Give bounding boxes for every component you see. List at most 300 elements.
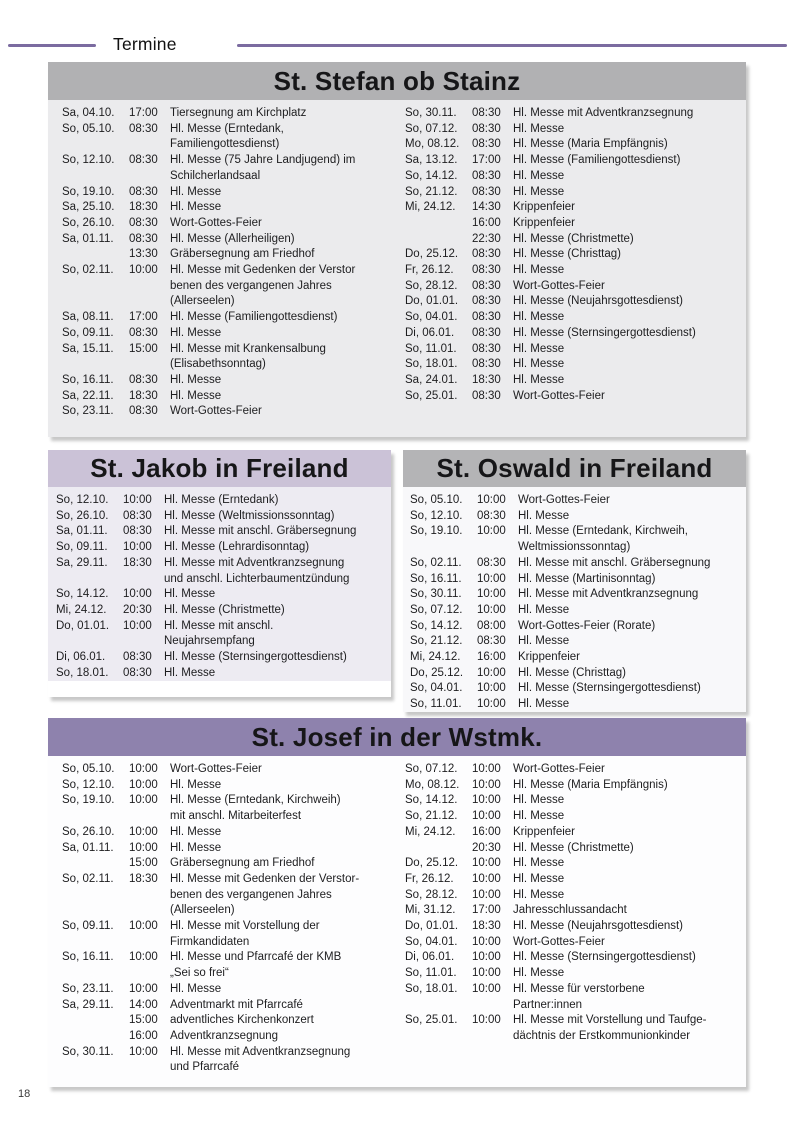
event-time: 22:30	[472, 232, 501, 245]
event-description: Hl. Messe (Sternsingergottesdienst)	[518, 682, 701, 695]
schedule-row	[405, 762, 746, 778]
event-date: So, 25.01.	[405, 389, 458, 402]
event-time: 16:00	[472, 216, 501, 229]
schedule-row	[405, 263, 746, 279]
event-time: 10:00	[472, 810, 501, 823]
event-date: So, 16.11.	[62, 373, 114, 386]
event-time: 10:00	[129, 825, 158, 838]
event-time: 08:30	[472, 138, 501, 151]
event-date: So, 12.10.	[62, 778, 115, 791]
event-description: Adventmarkt mit Pfarrcafé	[170, 998, 303, 1011]
event-time: 10:00	[477, 588, 506, 601]
event-description: Hl. Messe	[170, 778, 222, 791]
event-time: 10:00	[129, 763, 158, 775]
schedule-row	[405, 153, 746, 169]
event-description: Krippenfeier	[513, 825, 576, 838]
event-date: So, 26.10.	[62, 825, 115, 838]
event-time: 15:00	[129, 1014, 158, 1027]
event-date: So, 30.11.	[62, 1045, 114, 1058]
event-date: Sa, 24.01.	[405, 373, 458, 386]
event-date: Sa, 08.11.	[62, 311, 114, 324]
event-date: So, 16.11.	[410, 572, 462, 585]
event-date: Sa, 15.11.	[62, 342, 114, 355]
event-time: 08:00	[477, 619, 506, 632]
event-time: 16:00	[477, 651, 506, 664]
event-date: Fr, 26.12.	[405, 264, 454, 277]
event-description: Hl. Messe	[170, 326, 222, 339]
event-date: So, 04.01.	[405, 935, 458, 948]
event-time: 10:00	[129, 982, 158, 995]
schedule-row	[62, 404, 397, 420]
event-description: Hl. Messe	[170, 982, 222, 995]
event-date: So, 02.11.	[62, 872, 114, 885]
event-time: 18:30	[123, 556, 152, 569]
event-time: 17:00	[472, 904, 501, 917]
event-time: 10:00	[129, 1045, 158, 1058]
schedule-row	[56, 540, 391, 556]
schedule-row	[410, 493, 746, 509]
event-description: Hl. Messe (Martinisonntag)	[518, 572, 656, 585]
event-date: So, 19.10.	[62, 185, 115, 198]
schedule-row	[62, 389, 397, 405]
schedule-row	[56, 509, 391, 525]
event-date: Di, 06.01.	[405, 326, 455, 339]
event-date: Mo, 08.12.	[405, 138, 460, 151]
schedule-row	[62, 263, 397, 310]
schedule-row	[405, 169, 746, 185]
event-description: Wort-Gottes-Feier	[170, 405, 262, 418]
event-time: 10:00	[129, 920, 158, 933]
event-time: 10:00	[129, 264, 158, 277]
event-time: 08:30	[477, 635, 506, 648]
event-description: Hl. Messe mit Vorstellung der Firmkandidaten	[170, 920, 320, 948]
schedule-column	[48, 756, 397, 1076]
event-description: Hl. Messe (75 Jahre Landjugend) im Schilcherlandsaal	[170, 154, 356, 182]
event-date: Sa, 13.12.	[405, 154, 458, 167]
event-time: 10:00	[477, 525, 506, 538]
event-date: So, 14.12.	[405, 169, 458, 182]
event-time: 14:30	[472, 201, 501, 214]
event-time: 10:00	[472, 1014, 501, 1027]
schedule-row	[405, 872, 746, 888]
event-time: 18:30	[129, 872, 158, 885]
schedule-row	[405, 903, 746, 919]
event-description: Hl. Messe und Pfarrcafé der KMB „Sei so frei“	[170, 951, 342, 980]
event-time: 10:00	[123, 541, 152, 554]
event-time: 10:00	[477, 494, 506, 506]
event-date: So, 05.10.	[410, 494, 463, 506]
event-time: 08:30	[472, 326, 501, 339]
event-time: 08:30	[477, 509, 506, 522]
event-date: Sa, 29.11.	[56, 556, 108, 569]
schedule-row	[56, 556, 391, 587]
event-date: Sa, 01.11.	[62, 841, 114, 854]
event-date: So, 21.12.	[410, 635, 463, 648]
event-time: 08:30	[129, 232, 158, 245]
event-description: Hl. Messe mit Vorstellung und Taufge- dächtnis der Erstkommunionkinder	[513, 1014, 707, 1042]
event-date: Do, 25.12.	[405, 857, 459, 870]
event-description: Hl. Messe mit Adventkranzsegnung und anschl. Lichterbaumentzündung	[164, 556, 350, 585]
event-time: 14:00	[129, 998, 158, 1011]
event-description: Hl. Messe (Lehrardisonntag)	[164, 541, 310, 554]
event-date: So, 18.01.	[405, 358, 458, 371]
event-date: Mi, 24.12.	[56, 603, 107, 616]
event-time: 08:30	[129, 373, 158, 386]
event-description: Hl. Messe	[513, 872, 565, 885]
event-date: So, 23.11.	[62, 982, 114, 995]
event-description: Gräbersegnung am Friedhof	[170, 248, 315, 261]
event-description: Krippenfeier	[518, 651, 581, 664]
event-description: Wort-Gottes-Feier	[513, 763, 605, 775]
event-date: So, 09.11.	[62, 920, 114, 933]
event-time: 08:30	[472, 358, 501, 371]
event-date: So, 19.10.	[62, 794, 115, 807]
event-description: Hl. Messe	[513, 311, 565, 324]
event-description: Hl. Messe	[513, 810, 565, 823]
event-description: Hl. Messe	[513, 967, 565, 980]
event-time: 08:30	[123, 509, 152, 522]
event-description: Hl. Messe für verstorbene Partner:innen	[513, 982, 645, 1011]
schedule-row	[410, 681, 746, 697]
event-date: So, 28.12.	[405, 888, 458, 901]
event-date: Sa, 01.11.	[62, 232, 114, 245]
event-date: So, 07.12.	[410, 603, 463, 616]
schedule-row	[405, 310, 746, 326]
event-description: Hl. Messe	[170, 373, 222, 386]
schedule-row	[62, 778, 397, 794]
schedule-row	[56, 493, 391, 509]
event-date: So, 12.10.	[410, 509, 463, 522]
event-date: So, 25.01.	[405, 1014, 458, 1027]
schedule-row	[62, 982, 397, 998]
event-date	[62, 247, 126, 263]
event-time: 10:00	[129, 841, 158, 854]
event-time: 16:00	[129, 1029, 158, 1042]
event-time: 10:00	[477, 666, 506, 679]
schedule-row	[62, 856, 397, 872]
schedule-row	[405, 919, 746, 935]
event-date: So, 30.11.	[405, 107, 457, 119]
event-description: Wort-Gottes-Feier	[170, 763, 262, 775]
event-date: So, 09.11.	[62, 326, 114, 339]
event-description: Hl. Messe	[164, 588, 216, 601]
event-description: Hl. Messe	[513, 122, 565, 135]
event-time: 16:00	[472, 825, 501, 838]
event-time: 10:00	[477, 603, 506, 616]
schedule-row	[56, 650, 391, 666]
event-date: So, 30.11.	[410, 588, 462, 601]
event-description: Gräbersegnung am Friedhof	[170, 857, 315, 870]
event-date: Sa, 22.11.	[62, 389, 114, 402]
schedule-row	[62, 247, 397, 263]
event-description: Wort-Gottes-Feier	[513, 279, 605, 292]
event-time: 10:00	[123, 588, 152, 601]
event-date: Do, 25.12.	[405, 248, 459, 261]
schedule-row	[410, 587, 746, 603]
event-description: Hl. Messe (Maria Empfängnis)	[513, 778, 668, 791]
event-description: Hl. Messe	[513, 169, 565, 182]
event-description: Hl. Messe mit Adventkranzsegnung	[513, 107, 694, 119]
event-description: Hl. Messe (Christmette)	[513, 232, 634, 245]
schedule-row	[410, 556, 746, 572]
schedule-row	[405, 137, 746, 153]
event-time: 08:30	[123, 525, 152, 538]
event-time: 13:30	[129, 248, 158, 261]
event-time: 08:30	[477, 556, 506, 569]
event-description: Hl. Messe	[170, 825, 222, 838]
event-date: Do, 01.01.	[405, 295, 459, 308]
event-time: 10:00	[472, 935, 501, 948]
schedule-row	[405, 888, 746, 904]
event-description: Adventkranzsegnung	[170, 1029, 279, 1042]
event-description: adventliches Kirchenkonzert	[170, 1014, 314, 1027]
event-time: 10:00	[472, 967, 501, 980]
schedule-row	[62, 793, 397, 824]
event-description: Wort-Gottes-Feier	[513, 389, 605, 402]
event-description: Hl. Messe mit Gedenken der Verstor- benen des vergangenen Jahres (Allerseelen)	[170, 872, 360, 917]
event-date: So, 04.01.	[410, 682, 463, 695]
event-time: 10:00	[129, 794, 158, 807]
event-time: 08:30	[129, 154, 158, 167]
event-date: Sa, 29.11.	[62, 998, 114, 1011]
event-time: 18:30	[472, 920, 501, 933]
event-description: Krippenfeier	[513, 216, 576, 229]
event-time: 10:00	[472, 888, 501, 901]
event-time: 20:30	[472, 841, 501, 854]
section-st-jakob	[48, 450, 391, 697]
event-description: Krippenfeier	[513, 201, 576, 214]
section-st-josef	[48, 718, 746, 1087]
event-date: Do, 01.01.	[56, 619, 110, 632]
event-time: 18:30	[129, 201, 158, 214]
event-time: 10:00	[472, 857, 501, 870]
event-time: 08:30	[129, 326, 158, 339]
event-description: Hl. Messe	[513, 342, 565, 355]
event-description: Wort-Gottes-Feier	[518, 494, 610, 506]
schedule-row	[410, 634, 746, 650]
event-description: Wort-Gottes-Feier	[170, 216, 262, 229]
event-description: Hl. Messe	[513, 857, 565, 870]
schedule-row	[56, 603, 391, 619]
event-description: Wort-Gottes-Feier	[513, 935, 605, 948]
event-date: So, 11.01.	[410, 698, 462, 711]
schedule-row	[410, 603, 746, 619]
event-description: Hl. Messe	[513, 358, 565, 371]
schedule-row	[405, 279, 746, 295]
schedule-row	[56, 666, 391, 682]
schedule-row	[62, 106, 397, 122]
event-date	[62, 1013, 126, 1029]
event-time: 08:30	[123, 666, 152, 679]
schedule-row	[62, 919, 397, 950]
schedule-row	[405, 247, 746, 263]
event-description: Hl. Messe	[170, 201, 222, 214]
event-date: Mi, 24.12.	[405, 201, 456, 214]
divider-line-left	[8, 44, 96, 47]
event-description: Hl. Messe	[513, 264, 565, 277]
event-description: Hl. Messe (Erntedank, Kirchweih, Weltmissionssonntag)	[518, 525, 689, 554]
event-description: Hl. Messe mit anschl. Neujahrsempfang	[164, 619, 274, 648]
event-description: Hl. Messe	[518, 635, 570, 648]
schedule-row	[62, 998, 397, 1014]
schedule-row	[62, 216, 397, 232]
event-date: So, 28.12.	[405, 279, 458, 292]
schedule-row	[405, 389, 746, 405]
event-description: Hl. Messe (Christtag)	[513, 248, 621, 261]
event-time: 15:00	[129, 857, 158, 870]
event-date: So, 02.11.	[410, 556, 462, 569]
schedule-column	[403, 487, 746, 712]
event-description: Hl. Messe (Neujahrsgottesdienst)	[513, 920, 684, 933]
event-description: Hl. Messe (Christtag)	[518, 666, 626, 679]
schedule-row	[62, 232, 397, 248]
event-date: So, 09.11.	[56, 541, 108, 554]
schedule-row	[410, 572, 746, 588]
schedule-row	[62, 1045, 397, 1076]
schedule-row	[62, 310, 397, 326]
schedule-row	[405, 232, 746, 248]
event-description: Hl. Messe (Christmette)	[164, 603, 285, 616]
schedule-row	[410, 666, 746, 682]
event-date: Sa, 04.10.	[62, 107, 115, 119]
event-date: Di, 06.01.	[56, 651, 106, 664]
event-date: So, 18.01.	[405, 982, 458, 995]
schedule-row	[405, 982, 746, 1013]
event-description: Hl. Messe (Sternsingergottesdienst)	[164, 651, 347, 664]
schedule-row	[405, 793, 746, 809]
event-time: 08:30	[129, 185, 158, 198]
event-time: 10:00	[477, 682, 506, 695]
schedule-row	[405, 1013, 746, 1044]
event-description: Hl. Messe (Erntedank, Familiengottesdienst)	[170, 122, 284, 151]
event-date: So, 19.10.	[410, 525, 463, 538]
event-description: Hl. Messe	[518, 603, 570, 616]
event-description: Hl. Messe	[164, 666, 216, 679]
schedule-column	[397, 100, 746, 404]
event-description: Hl. Messe	[513, 185, 565, 198]
schedule-row	[405, 856, 746, 872]
event-description: Hl. Messe (Maria Empfängnis)	[513, 138, 668, 151]
schedule-row	[405, 185, 746, 201]
schedule-row	[410, 697, 746, 712]
event-time: 08:30	[472, 169, 501, 182]
section-title: St. Stefan ob Stainz	[48, 62, 746, 100]
event-date: So, 07.12.	[405, 122, 458, 135]
event-time: 08:30	[472, 279, 501, 292]
schedule-row	[405, 966, 746, 982]
event-time: 08:30	[129, 122, 158, 135]
event-date	[405, 216, 469, 232]
event-description: Hl. Messe	[513, 794, 565, 807]
event-date	[62, 856, 126, 872]
schedule-row	[405, 935, 746, 951]
schedule-row	[62, 762, 397, 778]
event-description: Hl. Messe mit Adventkranzsegnung	[518, 588, 699, 601]
event-description: Hl. Messe	[518, 509, 570, 522]
schedule-row	[62, 342, 397, 373]
event-date: So, 12.10.	[62, 154, 115, 167]
event-description: Hl. Messe	[513, 888, 565, 901]
event-description: Hl. Messe mit Krankensalbung (Elisabethsonntag)	[170, 342, 326, 371]
schedule-row	[410, 619, 746, 635]
event-date: Mi, 24.12.	[405, 825, 456, 838]
event-date: So, 14.12.	[410, 619, 463, 632]
section-title: St. Oswald in Freiland	[403, 450, 746, 487]
event-date	[405, 841, 469, 857]
event-date: So, 14.12.	[56, 588, 109, 601]
schedule-row	[62, 841, 397, 857]
schedule-row	[405, 809, 746, 825]
event-time: 10:00	[472, 794, 501, 807]
event-date: So, 26.10.	[56, 509, 109, 522]
event-time: 20:30	[123, 603, 152, 616]
section-title: St. Jakob in Freiland	[48, 450, 391, 487]
schedule-column	[48, 487, 391, 681]
schedule-row	[405, 778, 746, 794]
schedule-row	[405, 373, 746, 389]
event-description: Hl. Messe	[170, 185, 222, 198]
section-st-stefan	[48, 62, 746, 437]
event-description: Hl. Messe mit anschl. Gräbersegnung	[164, 525, 357, 538]
schedule-row	[62, 1013, 397, 1029]
event-date: So, 21.12.	[405, 185, 458, 198]
event-time: 08:30	[472, 295, 501, 308]
event-date: So, 14.12.	[405, 794, 458, 807]
schedule-row	[405, 106, 746, 122]
schedule-row	[410, 524, 746, 555]
event-date: Sa, 01.11.	[56, 525, 108, 538]
event-time: 10:00	[123, 619, 152, 632]
event-time: 08:30	[472, 342, 501, 355]
event-date	[62, 1029, 126, 1045]
schedule-row	[405, 216, 746, 232]
event-description: Hl. Messe (Sternsingergottesdienst)	[513, 951, 696, 964]
schedule-row	[62, 185, 397, 201]
event-date: So, 12.10.	[56, 494, 109, 506]
schedule-row	[62, 122, 397, 153]
event-date: So, 18.01.	[56, 666, 109, 679]
section-st-oswald	[403, 450, 746, 712]
event-date: So, 02.11.	[62, 264, 114, 277]
event-date: Sa, 25.10.	[62, 201, 115, 214]
schedule-row	[62, 373, 397, 389]
event-date: Di, 06.01.	[405, 951, 455, 964]
schedule-row	[62, 326, 397, 342]
event-description: Hl. Messe (Christmette)	[513, 841, 634, 854]
event-description: Hl. Messe	[170, 389, 222, 402]
event-time: 08:30	[129, 216, 158, 229]
schedule-row	[405, 342, 746, 358]
schedule-column	[397, 756, 746, 1045]
schedule-row	[62, 825, 397, 841]
event-date: So, 26.10.	[62, 216, 115, 229]
event-time: 10:00	[129, 951, 158, 964]
event-description: Hl. Messe (Familiengottesdienst)	[513, 154, 681, 167]
event-time: 08:30	[472, 311, 501, 324]
schedule-row	[56, 587, 391, 603]
schedule-row	[405, 122, 746, 138]
event-time: 08:30	[129, 405, 158, 418]
schedule-column	[48, 100, 397, 420]
schedule-row	[62, 200, 397, 216]
event-description: Hl. Messe (Allerheiligen)	[170, 232, 295, 245]
event-time: 10:00	[477, 572, 506, 585]
event-time: 10:00	[472, 982, 501, 995]
event-time: 15:00	[129, 342, 158, 355]
schedule-row	[62, 872, 397, 919]
event-time: 08:30	[472, 264, 501, 277]
schedule-row	[405, 357, 746, 373]
